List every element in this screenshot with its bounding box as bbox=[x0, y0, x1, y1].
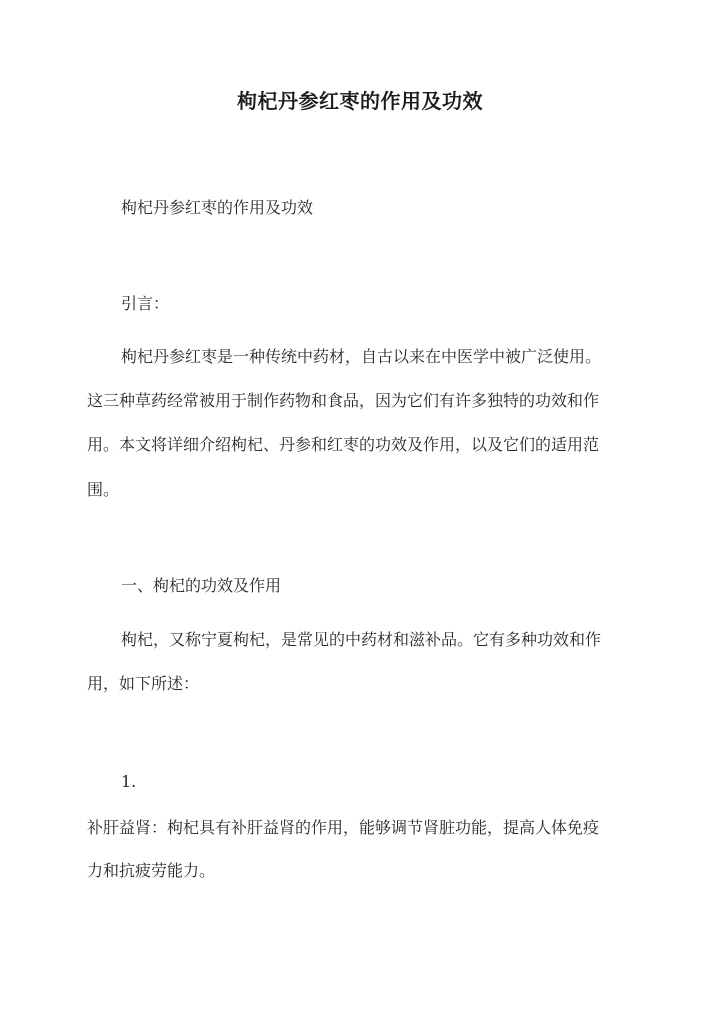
document-title: 枸杞丹参红枣的作用及功效 bbox=[237, 89, 483, 113]
item1-line-1: 补肝益肾：枸杞具有补肝益肾的作用，能够调节肾脏功能，提高人体免疫 bbox=[87, 818, 600, 837]
subtitle: 枸杞丹参红枣的作用及功效 bbox=[121, 198, 314, 217]
section1-line-2: 用，如下所述： bbox=[87, 674, 200, 693]
intro-line-2: 这三种草药经常被用于制作药物和食品，因为它们有许多独特的功效和作 bbox=[87, 391, 600, 410]
item1-line-2: 力和抗疲劳能力。 bbox=[87, 861, 216, 880]
intro-heading: 引言： bbox=[121, 294, 170, 313]
section1-line-1: 枸杞，又称宁夏枸杞，是常见的中药材和滋补品。它有多种功效和作 bbox=[121, 630, 602, 649]
intro-line-4: 围。 bbox=[87, 480, 120, 499]
section1-heading: 一、枸杞的功效及作用 bbox=[121, 576, 282, 595]
item1-number: 1. bbox=[121, 772, 137, 791]
intro-line-3: 用。本文将详细介绍枸杞、丹参和红枣的功效及作用，以及它们的适用范 bbox=[87, 435, 600, 454]
intro-line-1: 枸杞丹参红枣是一种传统中药材，自古以来在中医学中被广泛使用。 bbox=[121, 347, 602, 366]
